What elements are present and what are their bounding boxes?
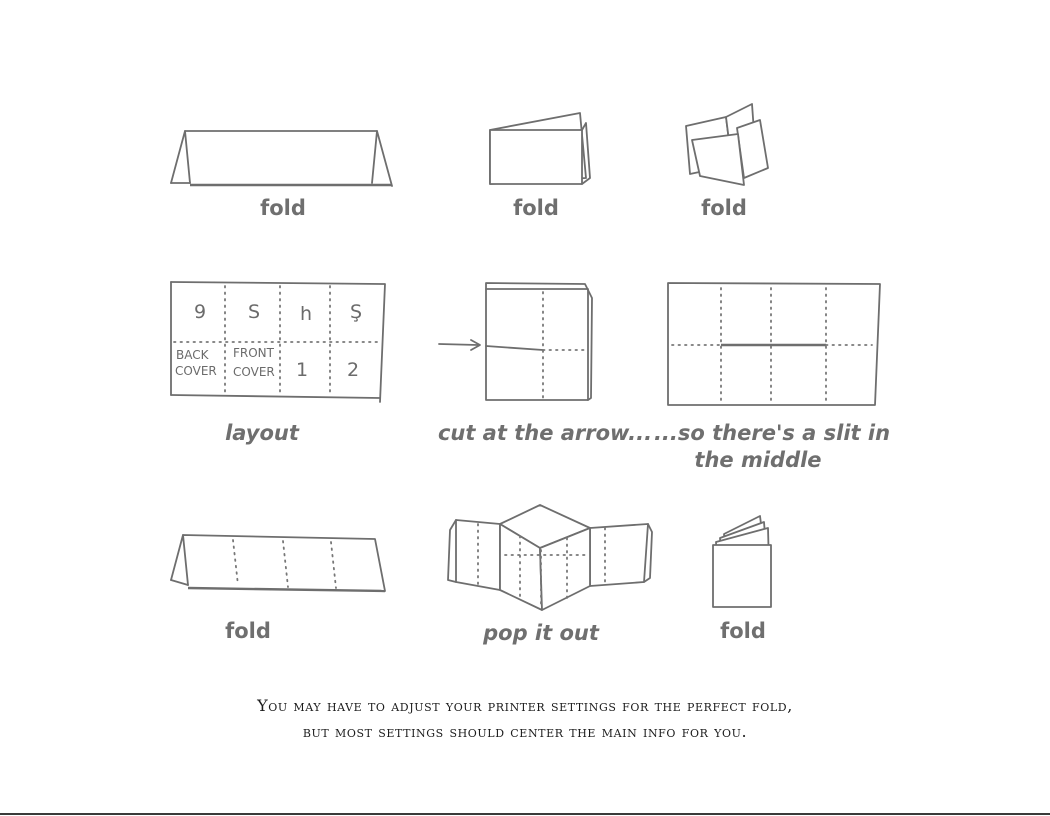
step-label-fold-5: fold [720,619,766,643]
caption-line-1: You may have to adjust your printer settings for the perfect fold, [257,696,793,715]
step-fold-half-illustration [490,113,590,184]
final-booklet-illustration [713,516,771,607]
step-label-cut: cut at the arrow... [437,421,653,445]
layout-front-cover-line2: COVER [233,365,275,379]
layout-panel-2: 2 [346,359,360,381]
step-fold-long-illustration [171,535,385,591]
step-label-layout: layout [225,421,299,445]
layout-back-cover-line1: BACK [176,348,209,362]
page-bottom-divider [0,813,1050,815]
step-label-fold-4: fold [225,619,271,643]
step-label-fold-3: fold [701,196,747,220]
step-label-fold-2: fold [513,196,559,220]
layout-panel-labels [175,301,362,381]
layout-panel-3: Ş [349,301,363,323]
step-fold-zigzag-illustration [686,104,768,185]
step-label-fold-1: fold [260,196,306,220]
layout-panel-5: S [247,301,261,323]
layout-front-cover-line1: FRONT [233,346,274,360]
slit-in-middle-illustration [668,283,880,405]
cut-at-arrow-illustration [486,283,592,400]
layout-panel-6: 9 [193,301,207,323]
printer-settings-note [0,693,1050,745]
step-fold-tent-illustration [171,131,392,186]
pop-it-out-illustration [448,505,652,610]
layout-panel-1: 1 [295,359,309,381]
layout-grid-illustration [171,282,385,402]
layout-panel-4: h [299,303,313,325]
step-label-slit-line1: ...so there's a slit in [653,421,891,445]
step-label-pop: pop it out [483,621,599,645]
caption-line-2: but most settings should center the main info for you. [302,722,748,741]
arrow-icon [439,340,480,350]
layout-back-cover-line2: COVER [175,364,217,378]
step-label-slit-line2: the middle [694,448,822,472]
